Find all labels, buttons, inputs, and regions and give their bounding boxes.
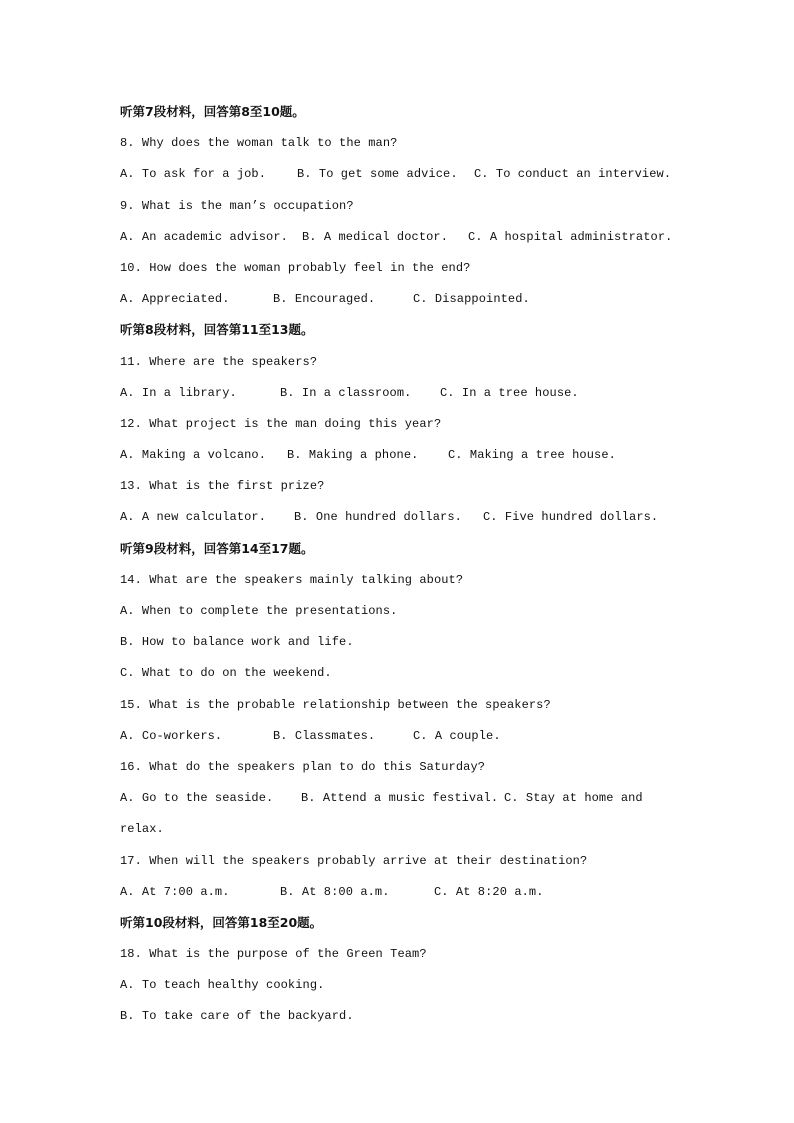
options-row bbox=[120, 163, 680, 194]
options-row bbox=[120, 881, 680, 912]
question-text: 12. What project is the man doing this year? bbox=[120, 416, 442, 431]
option-b: B. Encouraged. bbox=[273, 292, 376, 307]
option-c: C. A couple. bbox=[413, 728, 501, 743]
section-heading: 听第8段材料，回答第11至13题。 bbox=[120, 322, 314, 338]
section-heading: 听第9段材料，回答第14至17题。 bbox=[120, 540, 314, 556]
option-c: C. Five hundred dollars. bbox=[483, 510, 659, 525]
option-c: C. A hospital administrator. bbox=[468, 229, 673, 244]
option-a: A. To ask for a job. bbox=[120, 167, 267, 182]
option-b: B. At 8:00 a.m. bbox=[280, 884, 390, 899]
option-c: C. To conduct an interview. bbox=[474, 167, 672, 182]
option-a: A. In a library. bbox=[120, 385, 237, 400]
question-text: 16. What do the speakers plan to do this Saturday? bbox=[120, 759, 486, 774]
options-row bbox=[120, 787, 680, 818]
question-text: 9. What is the man’s occupation? bbox=[120, 198, 354, 213]
option-a: A. An academic advisor. bbox=[120, 229, 288, 244]
option-b: B. Classmates. bbox=[273, 728, 376, 743]
option-b: B. A medical doctor. bbox=[302, 229, 449, 244]
options-row bbox=[120, 226, 680, 257]
section-heading: 听第10段材料，回答第18至20题。 bbox=[120, 914, 323, 930]
options-row bbox=[120, 506, 680, 537]
option-b: B. Making a phone. bbox=[287, 448, 419, 463]
question-text: 14. What are the speakers mainly talking about? bbox=[120, 572, 464, 587]
option-a: A. At 7:00 a.m. bbox=[120, 884, 230, 899]
option-c: C. In a tree house. bbox=[440, 385, 579, 400]
question-text: 11. Where are the speakers? bbox=[120, 354, 318, 369]
option-c: C. At 8:20 a.m. bbox=[434, 884, 544, 899]
options-row bbox=[120, 725, 680, 756]
option-b: B. How to balance work and life. bbox=[120, 635, 354, 650]
option-b: B. To take care of the backyard. bbox=[120, 1009, 354, 1024]
section-heading: 听第7段材料，回答第8至10题。 bbox=[120, 104, 305, 119]
option-b: B. Attend a music festival. bbox=[301, 791, 499, 806]
question-text: 8. Why does the woman talk to the man? bbox=[120, 136, 398, 151]
option-c: C. Stay at home and bbox=[504, 791, 643, 806]
option-a: A. Co-workers. bbox=[120, 728, 223, 743]
options-row bbox=[120, 382, 680, 413]
document-content bbox=[120, 101, 680, 1037]
question-text: 15. What is the probable relationship between the speakers? bbox=[120, 697, 551, 712]
option-a: A. Go to the seaside. bbox=[120, 791, 274, 806]
option-continuation: relax. bbox=[120, 822, 164, 837]
option-a: A. Making a volcano. bbox=[120, 448, 267, 463]
options-row bbox=[120, 288, 680, 319]
option-a: A. Appreciated. bbox=[120, 292, 230, 307]
option-a: A. A new calculator. bbox=[120, 510, 267, 525]
option-c: C. Making a tree house. bbox=[448, 448, 616, 463]
question-text: 18. What is the purpose of the Green Team? bbox=[120, 947, 427, 962]
question-text: 17. When will the speakers probably arrive at their destination? bbox=[120, 853, 588, 868]
option-c: C. What to do on the weekend. bbox=[120, 666, 332, 681]
option-c: C. Disappointed. bbox=[413, 292, 530, 307]
options-row bbox=[120, 444, 680, 475]
option-a: A. To teach healthy cooking. bbox=[120, 978, 325, 993]
option-b: B. In a classroom. bbox=[280, 385, 412, 400]
option-b: B. To get some advice. bbox=[297, 167, 458, 182]
question-text: 13. What is the first prize? bbox=[120, 479, 325, 494]
option-a: A. When to complete the presentations. bbox=[120, 604, 398, 618]
option-b: B. One hundred dollars. bbox=[294, 510, 462, 525]
question-text: 10. How does the woman probably feel in the end? bbox=[120, 260, 471, 275]
